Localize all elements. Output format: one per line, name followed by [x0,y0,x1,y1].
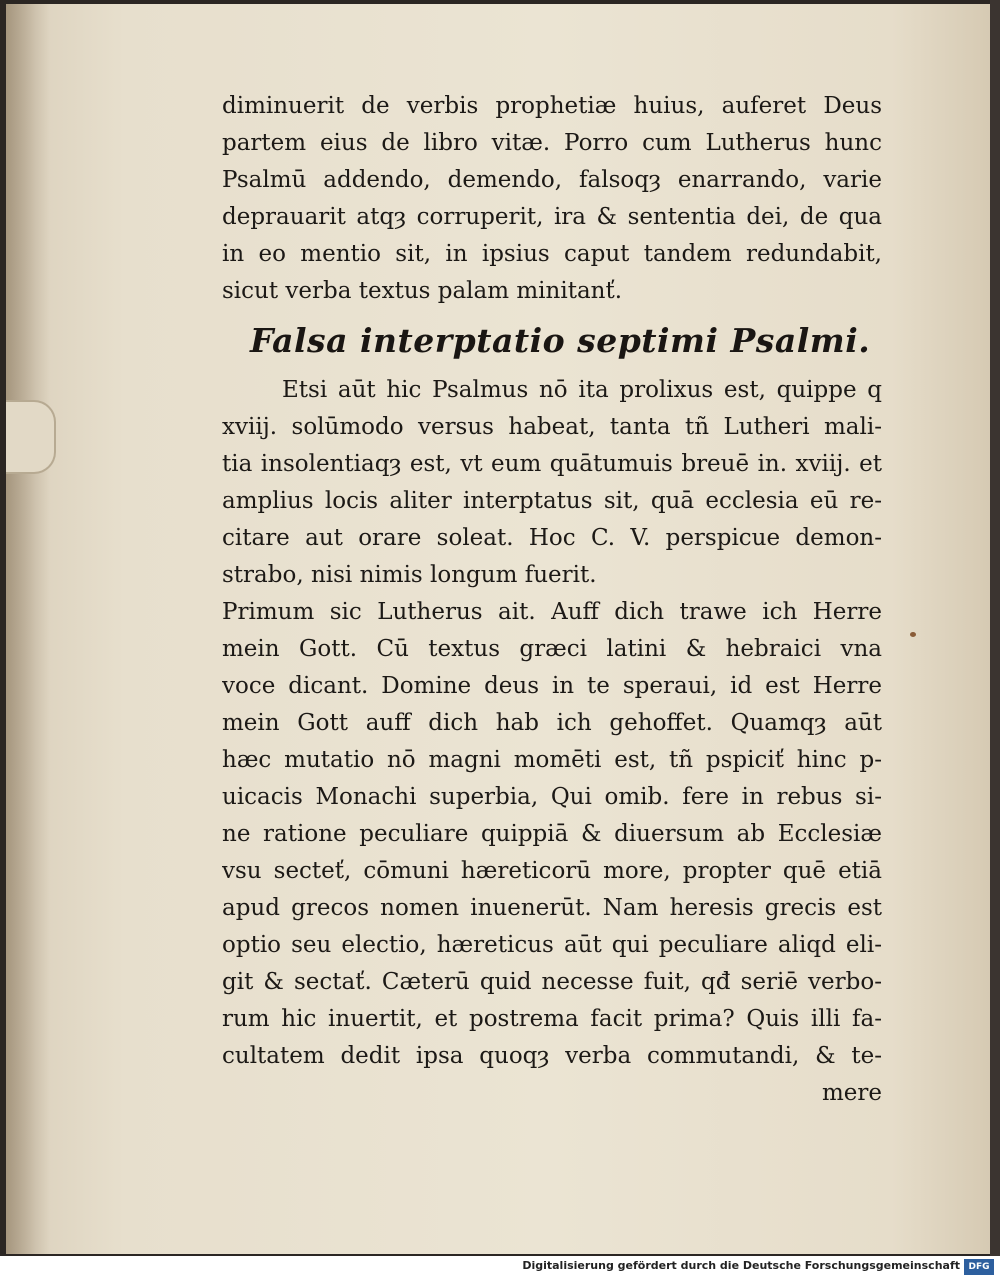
text-line: diminuerit de verbis prophetiæ huius, auferet Deus [222,93,882,119]
funding-credit: Digitalisierung gefördert durch die Deutsche Forschungsgemeinschaft [522,1259,960,1272]
text-line: Etsi aūt hic Psalmus nō ita prolixus est, quippe q [282,377,882,403]
text-line: uicacis Monachi superbia, Qui omib. fere in rebus si- [222,784,882,810]
text-line: git & sectať. Cæterū quid necesse fuit, qđ seriē verbo- [222,969,882,995]
text-line: cultatem dedit ipsa quoqȝ verba commutandi, & te- [222,1043,882,1069]
text-line: voce dicant. Domine deus in te speraui, id est Herre [222,673,882,699]
dfg-logo-icon: DFG [964,1259,994,1275]
text-line: partem eius de libro vitæ. Porro cum Lutherus hunc [222,130,882,156]
page-text [222,88,882,1112]
text-line: strabo, nisi nimis longum fuerit. [222,562,597,588]
text-line: sicut verba textus palam minitanť. [222,278,623,304]
text-line: deprauarit atqȝ corruperit, ira & sententia dei, de qua [222,204,882,230]
text-line: citare aut orare soleat. Hoc C. V. perspicue demon- [222,525,882,551]
ink-spot [910,632,916,637]
text-line: optio seu electio, hæreticus aūt qui peculiare aliqd eli- [222,932,882,958]
footer-bar [0,1256,1000,1280]
text-line: ne ratione peculiare quippiā & diuersum ab Ecclesiæ [222,821,882,847]
text-line: in eo mentio sit, in ipsius caput tandem redundabit, [222,241,882,267]
text-line: tia insolentiaqȝ est, vt eum quātumuis breuē in. xviij. et [222,451,882,477]
text-line: Psalmū addendo, demendo, falsoqȝ enarrando, varie [222,167,882,193]
text-line: hæc mutatio nō magni momēti est, tñ pspiciť hinc p- [222,747,882,773]
text-line: mein Gott. Cū textus græci latini & hebraici vna [222,636,882,662]
text-line: Primum sic Lutherus ait. Auff dich trawe ich Herre [222,599,882,625]
text-line: apud grecos nomen inuenerūt. Nam heresis grecis est [222,895,882,921]
text-line: xviij. solūmodo versus habeat, tanta tñ Lutheri mali- [222,414,882,440]
page-fold-tab [6,400,56,474]
scan-border [990,0,1000,1256]
section-heading: Falsa interptatio septimi Psalmi. [250,321,871,360]
gutter-shadow [6,4,50,1254]
text-line: rum hic inuertit, et postrema facit prima? Quis illi fa- [222,1006,882,1032]
catchword: mere [821,1080,882,1106]
text-line: vsu secteť, cōmuni hæreticorū more, propter quē etiā [222,858,882,884]
text-line: amplius locis aliter interptatus sit, quā ecclesia eū re- [222,488,882,514]
text-line: mein Gott auff dich hab ich gehoffet. Quamqȝ aūt [222,710,882,736]
